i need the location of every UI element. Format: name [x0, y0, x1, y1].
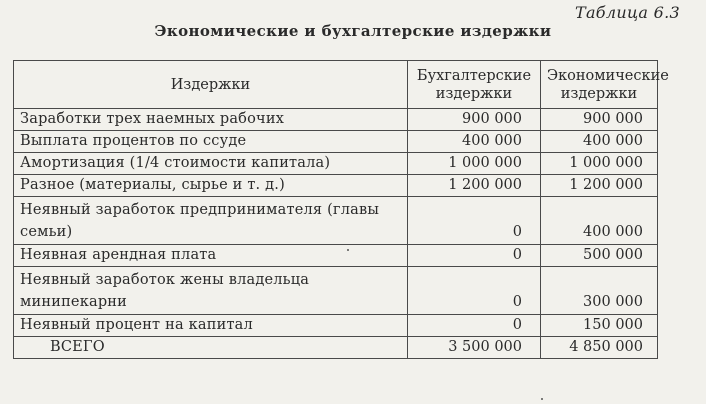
table-row [14, 245, 658, 267]
row-label: Амортизация (1/4 стоимости капитала) [14, 153, 408, 175]
print-speck [541, 398, 543, 400]
table-row [14, 315, 658, 337]
costs-table [13, 60, 669, 359]
row-economic-value: 900 000 [541, 109, 658, 131]
row-label: Неявный процент на капитал [14, 315, 408, 337]
costs-table-container [13, 60, 669, 359]
row-economic-value: 400 000 [541, 131, 658, 153]
header-accounting-costs: Бухгалтерские издержки [408, 61, 541, 109]
print-speck [347, 249, 349, 251]
table-row [14, 153, 658, 175]
row-economic-value: 400 000 [541, 197, 658, 245]
row-accounting-value: 1 000 000 [408, 153, 541, 175]
row-label: Заработки трех наемных рабочих [14, 109, 408, 131]
total-row [14, 337, 658, 359]
total-accounting-value: 3 500 000 [408, 337, 541, 359]
table-row [14, 267, 658, 315]
row-label: Выплата процентов по ссуде [14, 131, 408, 153]
table-row [14, 131, 658, 153]
table-row [14, 197, 658, 245]
table-number: Таблица 6.3 [574, 3, 680, 22]
row-accounting-value: 400 000 [408, 131, 541, 153]
total-label: ВСЕГО [14, 337, 408, 359]
row-label: Неявный заработок жены владельца минипекарни [14, 267, 408, 315]
row-economic-value: 150 000 [541, 315, 658, 337]
table-header-row [14, 61, 658, 109]
total-economic-value: 4 850 000 [541, 337, 658, 359]
row-accounting-value: 900 000 [408, 109, 541, 131]
table-title: Экономические и бухгалтерские издержки [154, 22, 552, 40]
row-economic-value: 300 000 [541, 267, 658, 315]
row-economic-value: 500 000 [541, 245, 658, 267]
header-economic-costs: Экономические издержки [541, 61, 658, 109]
row-accounting-value: 0 [408, 315, 541, 337]
row-economic-value: 1 200 000 [541, 175, 658, 197]
table-row [14, 109, 658, 131]
row-accounting-value: 0 [408, 267, 541, 315]
row-label: Разное (материалы, сырье и т. д.) [14, 175, 408, 197]
table-row [14, 175, 658, 197]
row-accounting-value: 0 [408, 245, 541, 267]
row-accounting-value: 1 200 000 [408, 175, 541, 197]
row-label: Неявная арендная плата [14, 245, 408, 267]
header-costs: Издержки [14, 61, 408, 109]
row-economic-value: 1 000 000 [541, 153, 658, 175]
row-label: Неявный заработок предпринимателя (главы семьи) [14, 197, 408, 245]
row-accounting-value: 0 [408, 197, 541, 245]
